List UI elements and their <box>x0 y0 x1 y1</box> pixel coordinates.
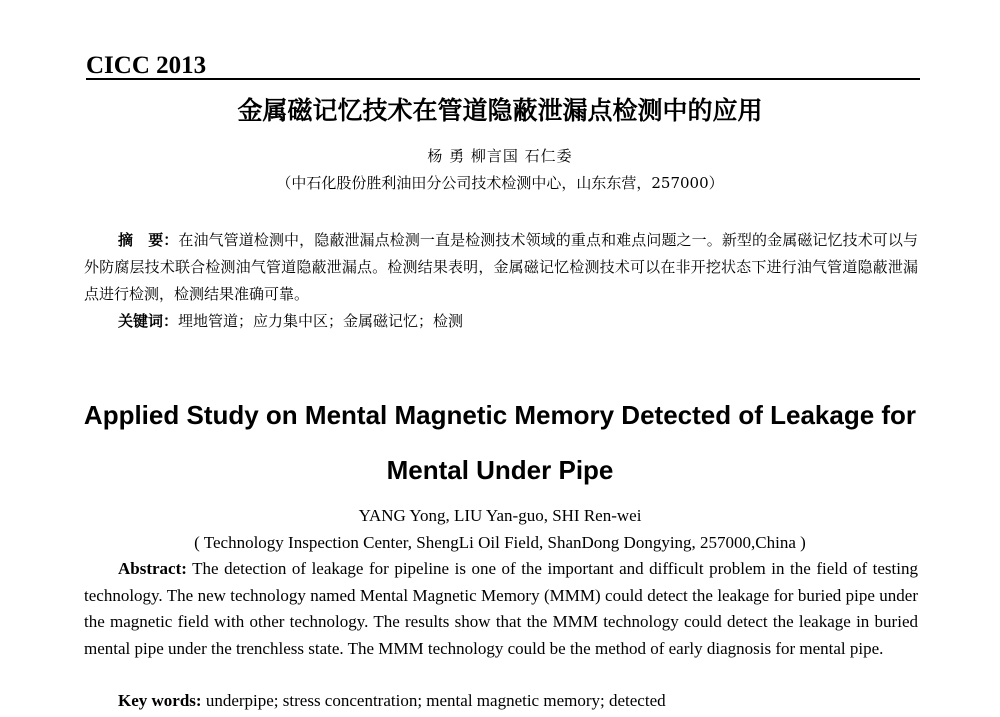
english-keywords-label: Key words: <box>118 691 202 710</box>
conference-header: CICC 2013 <box>86 52 207 79</box>
english-affiliation: ( Technology Inspection Center, ShengLi Oil Field, ShanDong Dongying, 257000,China ) <box>194 533 806 552</box>
english-abstract <box>84 556 918 662</box>
chinese-affiliation: （中石化股份胜利油田分公司技术检测中心，山东东营，257000） <box>276 174 724 192</box>
chinese-keywords-label: 关键词： <box>118 312 179 330</box>
header-rule <box>86 78 920 80</box>
english-abstract-text: The detection of leakage for pipeline is one of the important and difficult problem in the field of testing technology. The new technology named Mental Magnetic Memory (MMM) could detect the leakage for buried pipe under the magnetic field with other technology. The results show that the MMM technology could detect the leakage in buried mental pipe under the trenchless state. The MMM technology could be the method of early diagnosis for mental pipe. <box>84 559 918 658</box>
chinese-abstract-label: 摘 要： <box>118 231 179 249</box>
english-keywords-text: underpipe; stress concentration; mental magnetic memory; detected <box>201 691 666 710</box>
english-authors: YANG Yong, LIU Yan-guo, SHI Ren-wei <box>358 506 642 525</box>
chinese-abstract <box>84 227 918 308</box>
english-title-line2: Mental Under Pipe <box>386 455 614 485</box>
chinese-keywords <box>118 308 463 335</box>
english-abstract-label: Abstract: <box>118 559 187 578</box>
chinese-abstract-text: 在油气管道检测中，隐蔽泄漏点检测一直是检测技术领域的重点和难点问题之一。新型的金属磁记忆技术可以与外防腐层技术联合检测油气管道隐蔽泄漏点。检测结果表明，金属磁记忆检测技术可以在非开挖状态下进行油气管道隐蔽泄漏点进行检测，检测结果准确可靠。 <box>84 231 918 303</box>
english-keywords <box>118 689 666 713</box>
chinese-authors: 杨 勇 柳言国 石仁委 <box>427 147 573 165</box>
chinese-title: 金属磁记忆技术在管道隐蔽泄漏点检测中的应用 <box>237 96 763 125</box>
chinese-keywords-text: 埋地管道；应力集中区；金属磁记忆；检测 <box>178 312 464 330</box>
english-title-line1: Applied Study on Mental Magnetic Memory Detected of Leakage for <box>83 400 917 430</box>
